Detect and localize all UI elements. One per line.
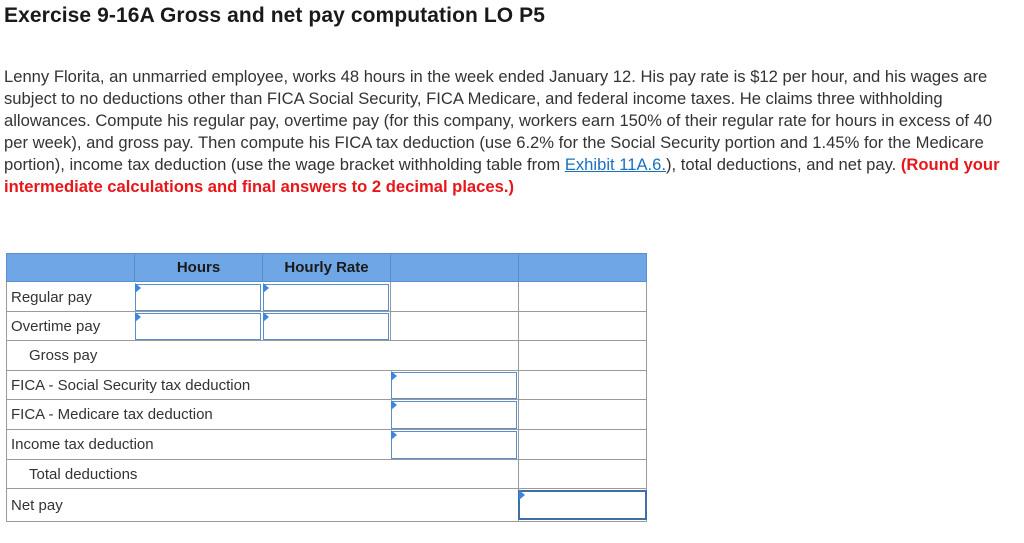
row-divider [6,521,647,522]
row-label-regular-pay: Regular pay [11,288,92,306]
problem-text-continued: ), total deductions, and net pay. [665,155,901,174]
row-divider [6,311,647,312]
row-divider [6,488,647,489]
row-label-fica-ss: FICA - Social Security tax deduction [11,376,251,394]
problem-text: Lenny Florita, an unmarried employee, works 48 hours in the week ended January 12. His pay rate is $12 per hour, and his wages are subject to no deductions other than FICA Social Security, FICA Medicare, and federal income taxes. He claims three withholding allowances. Compute his regular pay, overtime pay (for this company, workers earn 150% of their regular rate for hours in excess of 40 per week), and gross pay. Then compute his FICA tax deduction (use 6.2% for the Social Security portion and 1.45% for the Medicare portion), income tax deduction (use the wage bracket withholding table from [4,67,993,174]
overtime-hours-input[interactable] [135,313,261,340]
regular-hours-input[interactable] [135,284,261,311]
fica-ss-input[interactable] [391,372,517,399]
rounding-instruction: (Round your intermediate calculations and final answers to 2 decimal places.) [4,155,1000,196]
header-blank-amount [390,253,519,282]
header-hourly-rate: Hourly Rate [262,253,391,282]
row-divider [6,340,647,341]
row-label-total-deductions: Total deductions [29,465,138,483]
page-title: Exercise 9-16A Gross and net pay computation LO P5 [4,4,546,27]
col-divider [646,282,647,522]
income-tax-input[interactable] [391,431,517,459]
regular-rate-input[interactable] [263,284,389,311]
header-hours: Hours [134,253,263,282]
overtime-rate-input[interactable] [263,313,389,340]
row-label-fica-medicare: FICA - Medicare tax deduction [11,406,213,423]
net-pay-input[interactable] [518,490,647,520]
header-blank-total [518,253,647,282]
row-label-income-tax: Income tax deduction [11,436,154,453]
header-blank-label [6,253,135,282]
exhibit-link[interactable]: Exhibit 11A.6. [564,155,666,174]
col-divider [390,282,391,341]
row-label-net-pay: Net pay [11,496,63,514]
row-label-overtime-pay: Overtime pay [11,317,101,335]
row-label-gross-pay: Gross pay [29,347,98,364]
col-divider [518,282,519,371]
fica-medicare-input[interactable] [391,401,517,429]
problem-statement [4,66,1020,198]
